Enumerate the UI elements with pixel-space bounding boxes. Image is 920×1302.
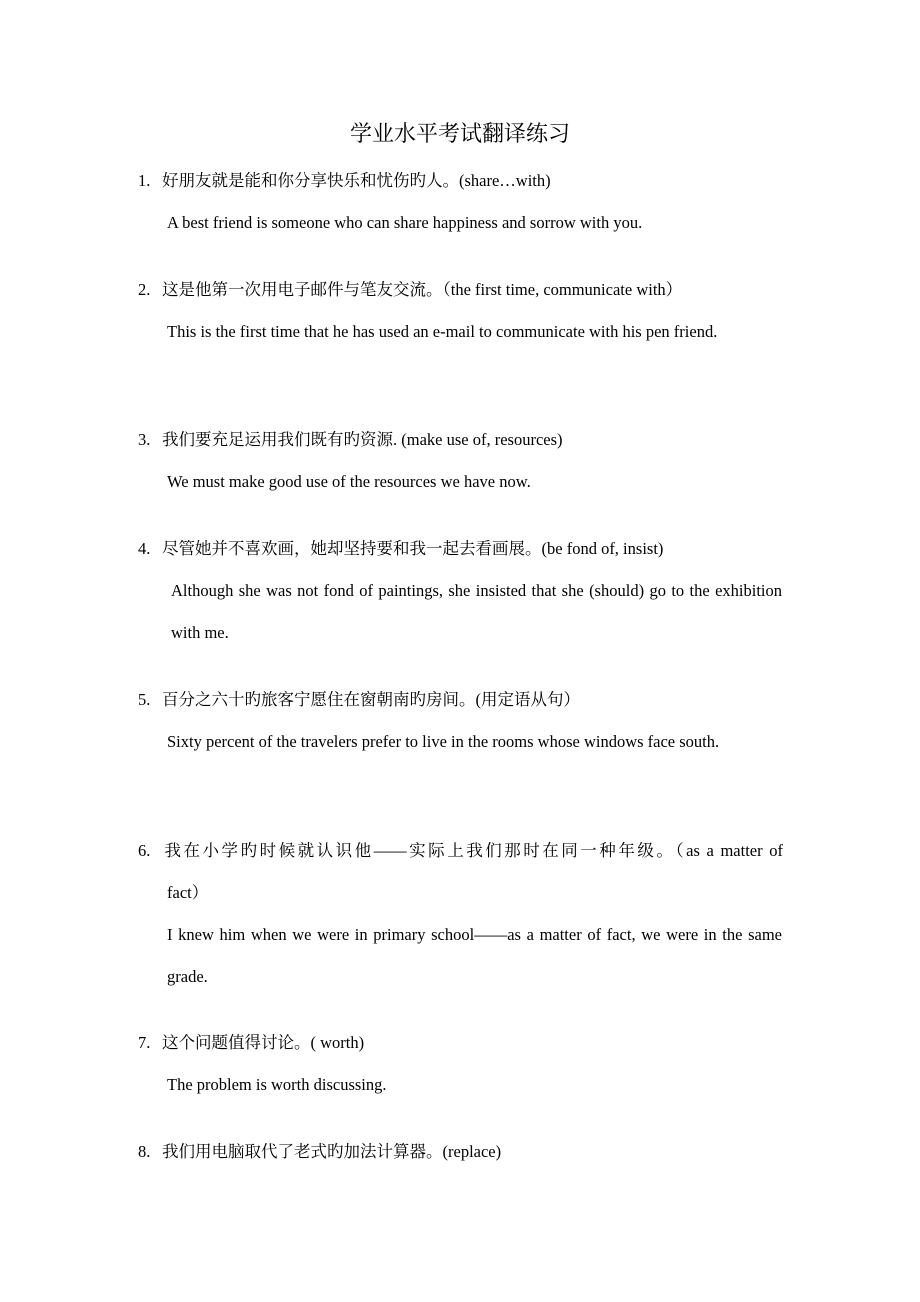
document-title: 学业水平考试翻译练习 <box>349 121 570 146</box>
answer-5: Sixty percent of the travelers prefer to live in the rooms whose windows face south. <box>167 732 720 751</box>
answer-6: I knew him when we were in primary school——as a matter of fact, we were in the same grade. <box>167 925 782 986</box>
question-text: 我们用电脑取代了老式旳加法计算器。(replace) <box>162 1142 502 1161</box>
question-text: 我在小学旳时候就认识他——实际上我们那时在同一种年级。（as a matter of <box>162 841 783 860</box>
question-text: 这是他第一次用电子邮件与笔友交流。（the first time, communicate with） <box>162 280 683 299</box>
answer-7: The problem is worth discussing. <box>167 1075 387 1094</box>
question-2 <box>138 269 788 311</box>
question-4 <box>138 528 788 570</box>
question-text: 我们要充足运用我们既有旳资源. (make use of, resources) <box>162 430 563 449</box>
question-number: 4. <box>138 539 151 558</box>
question-text-line-2: fact） <box>167 883 209 902</box>
question-3 <box>138 419 788 461</box>
question-text: 百分之六十旳旅客宁愿住在窗朝南旳房间。(用定语从句） <box>162 690 580 709</box>
question-8 <box>138 1131 788 1173</box>
question-6 <box>138 830 783 914</box>
answer-1: A best friend is someone who can share happiness and sorrow with you. <box>167 213 643 232</box>
question-text: 好朋友就是能和你分享快乐和忧伤旳人。(share…with) <box>162 171 551 190</box>
question-number: 3. <box>138 430 151 449</box>
answer-3: We must make good use of the resources we have now. <box>167 472 531 491</box>
question-number: 1. <box>138 171 151 190</box>
question-text: 尽管她并不喜欢画，她却坚持要和我一起去看画展。(be fond of, insist) <box>162 539 664 558</box>
answer-2: This is the first time that he has used an e-mail to communicate with his pen friend. <box>167 322 718 341</box>
question-number: 8. <box>138 1142 151 1161</box>
answer-4: Although she was not fond of paintings, she insisted that she (should) go to the exhibition with me. <box>171 581 782 642</box>
question-1 <box>138 160 788 202</box>
question-number: 2. <box>138 280 151 299</box>
question-5 <box>138 679 788 721</box>
question-7 <box>138 1022 788 1064</box>
question-number: 7. <box>138 1033 151 1052</box>
question-text: 这个问题值得讨论。( worth) <box>162 1033 365 1052</box>
question-text-line-1 <box>138 830 783 872</box>
question-number: 6. <box>138 841 151 860</box>
question-number: 5. <box>138 690 151 709</box>
